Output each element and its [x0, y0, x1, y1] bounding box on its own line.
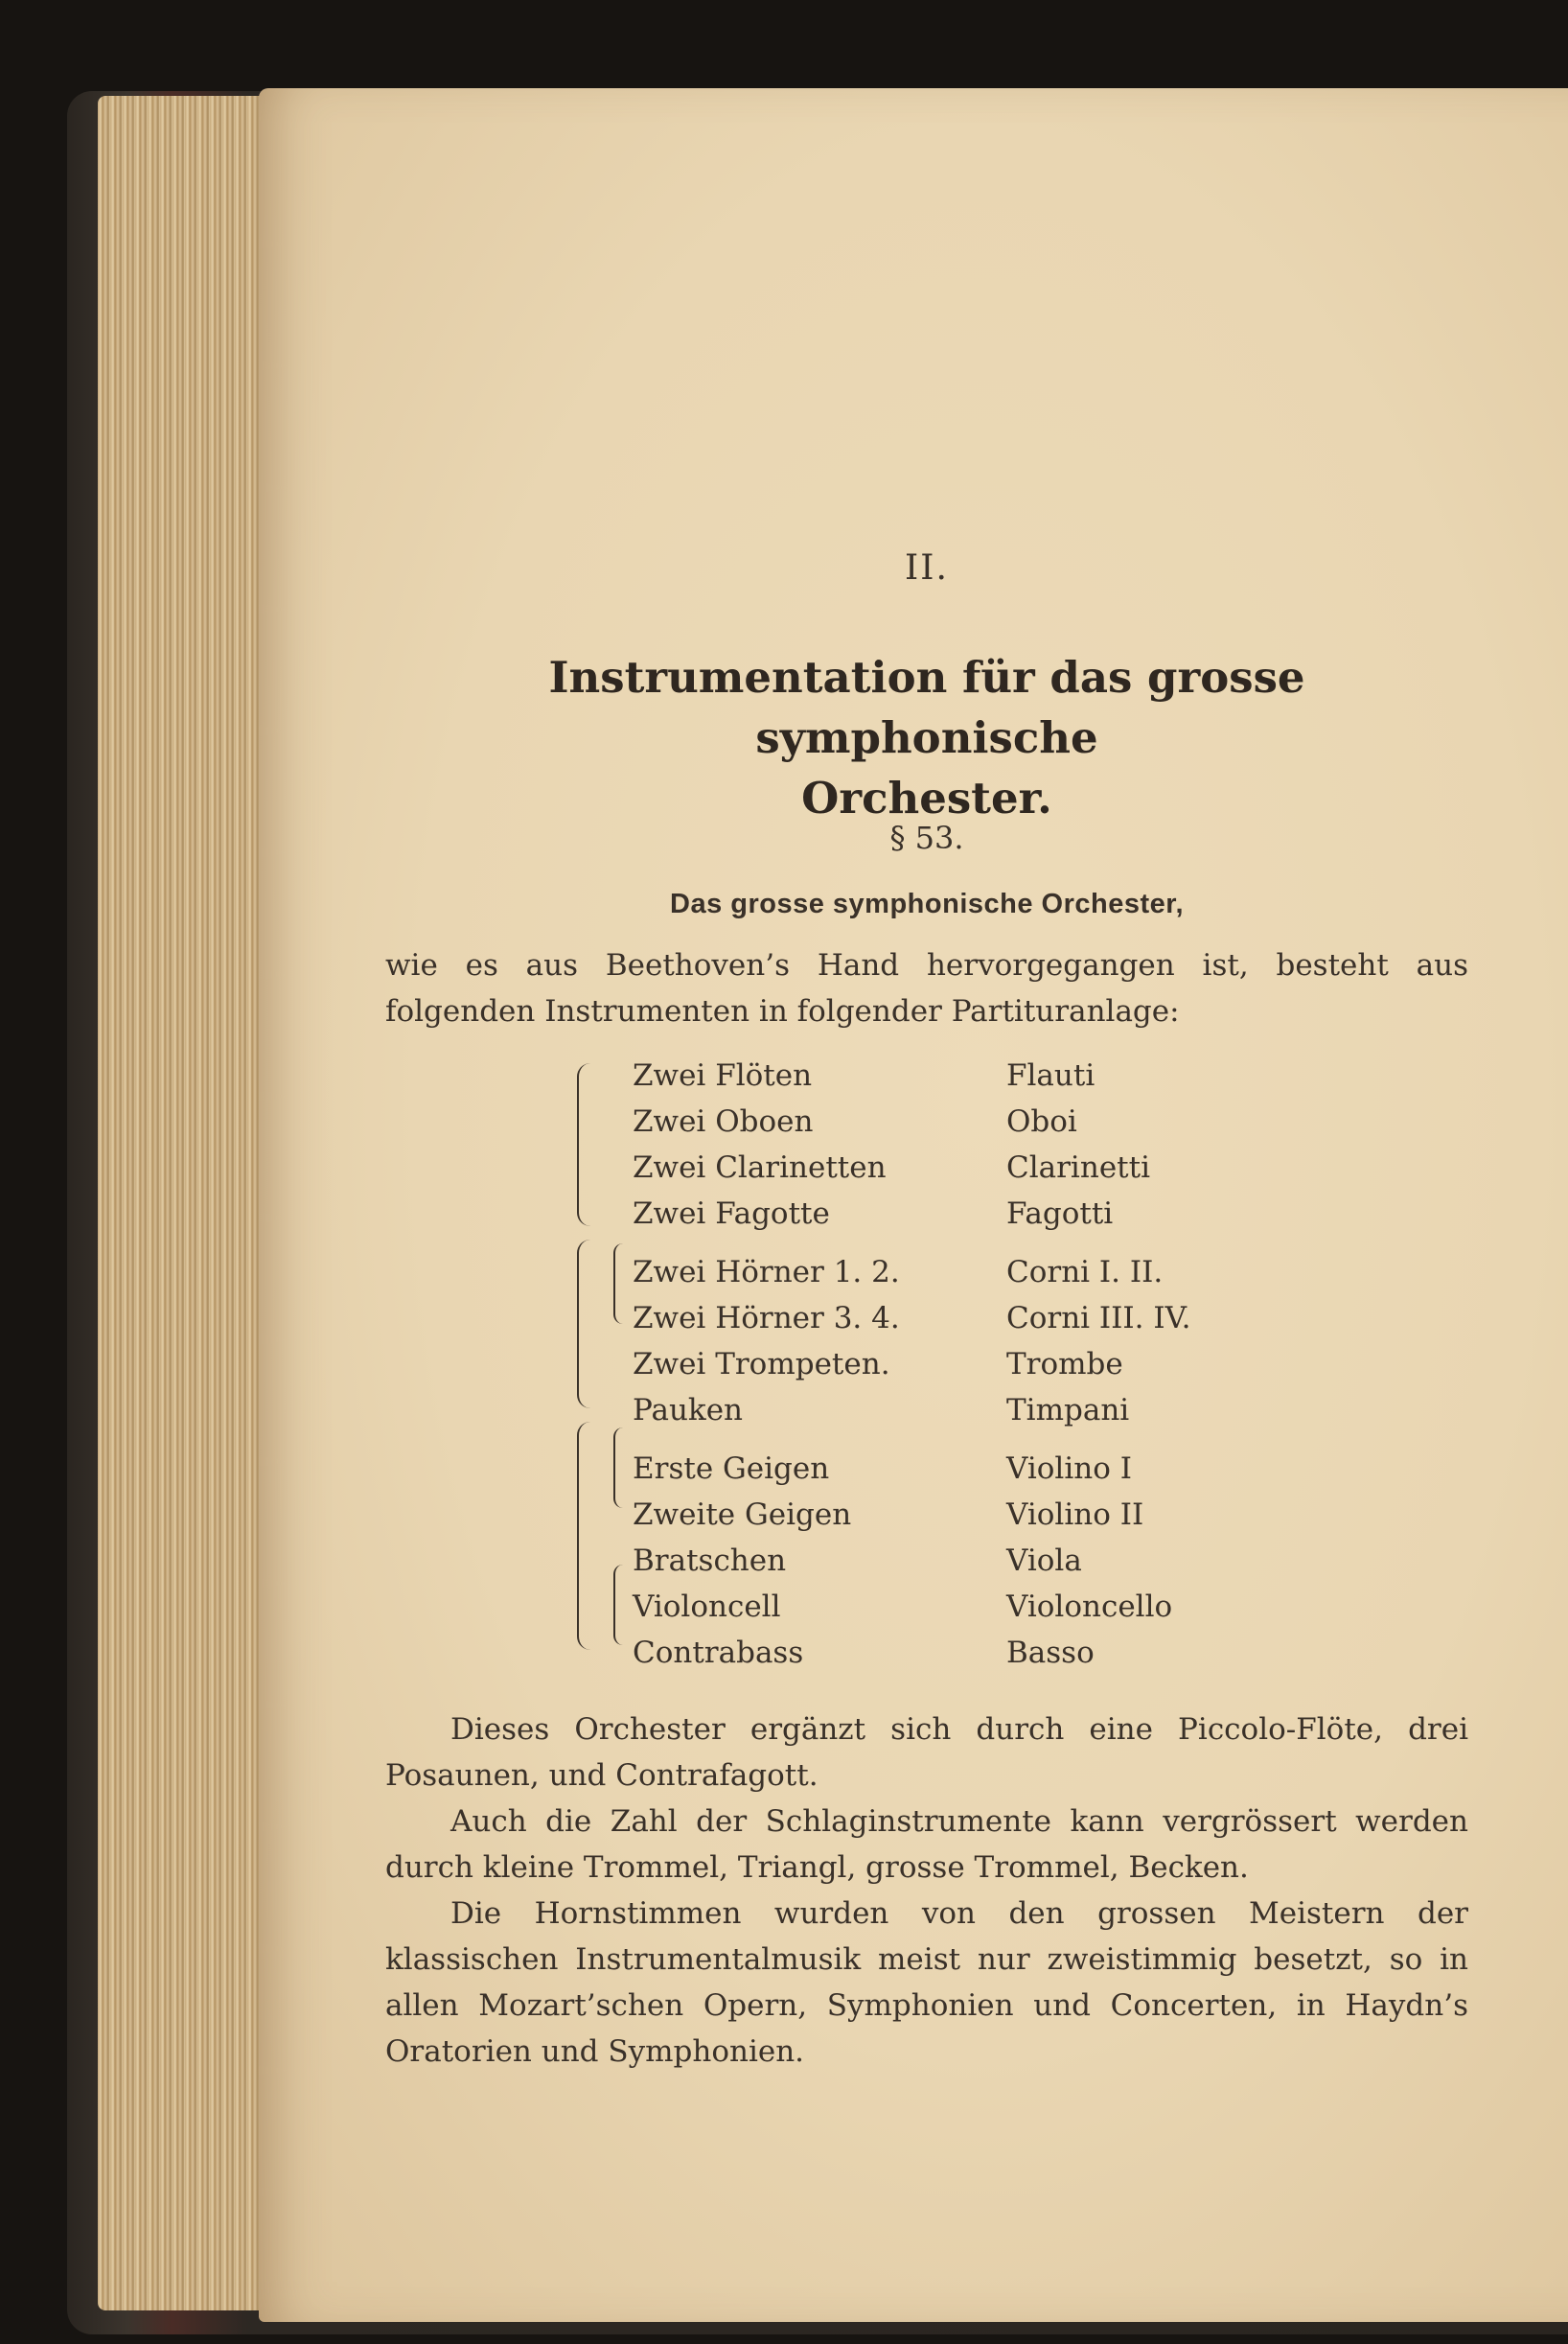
instrument-german: Contrabass	[633, 1636, 804, 1670]
paragraph: Die Hornstimmen wurden von den grossen Meistern der klassischen Instrumentalmusik meist nur zweistimmig besetzt, so in allen Mozart’schen Opern, Symphonien und Concerten, in Haydn’s Oratorien und Symphonien.	[385, 1896, 1468, 2069]
instrument-german: Zwei Clarinetten	[633, 1150, 887, 1185]
instrument-row	[385, 1539, 1468, 1583]
instrument-german: Zwei Flöten	[633, 1058, 813, 1093]
chapter-title-line-1: Instrumentation für das grosse symphonische	[548, 652, 1305, 763]
page-edges	[98, 96, 265, 2310]
instrument-row	[385, 1296, 1468, 1340]
instrument-german: Bratschen	[633, 1543, 787, 1578]
instrument-german: Zwei Hörner 3. 4.	[633, 1301, 900, 1335]
instrument-italian: Corni I. II.	[1006, 1255, 1164, 1289]
instrument-row	[385, 1585, 1468, 1629]
instrument-row	[385, 1146, 1468, 1190]
instrument-italian: Corni III. IV.	[1006, 1301, 1191, 1335]
instrument-italian: Viola	[1006, 1543, 1082, 1578]
chapter-numeral: II.	[905, 548, 949, 588]
instrument-italian: Violino II	[1006, 1497, 1144, 1532]
chapter-title	[385, 647, 1468, 828]
instrument-italian: Fagotti	[1006, 1196, 1114, 1231]
paragraph: Dieses Orchester ergänzt sich durch eine Piccolo-Flöte, drei Posaunen, und Contrafagott.	[385, 1712, 1468, 1793]
section-number: § 53.	[889, 820, 964, 856]
instrument-german: Erste Geigen	[633, 1451, 830, 1486]
paragraph: Auch die Zahl der Schlaginstrumente kann vergrössert werden durch kleine Trommel, Triangl, grosse Trommel, Becken.	[385, 1804, 1468, 1885]
instrument-row	[385, 1493, 1468, 1537]
chapter-title-line-2: Orchester.	[801, 773, 1052, 824]
instrument-italian: Basso	[1006, 1636, 1095, 1670]
instrument-italian: Violino I	[1006, 1451, 1132, 1486]
instrument-german: Zwei Oboen	[633, 1104, 814, 1139]
instrument-row	[385, 1388, 1468, 1432]
instrument-german: Zweite Geigen	[633, 1497, 852, 1532]
instrument-italian: Flauti	[1006, 1058, 1095, 1093]
instrument-row	[385, 1100, 1468, 1144]
instrument-german: Violoncell	[633, 1590, 781, 1624]
instrument-italian: Oboi	[1006, 1104, 1077, 1139]
instrument-italian: Violoncello	[1006, 1590, 1173, 1624]
instrument-row	[385, 1342, 1468, 1386]
instrument-italian: Trombe	[1006, 1347, 1123, 1381]
instrument-row	[385, 1447, 1468, 1491]
body-text	[385, 1706, 1468, 2075]
instrument-row	[385, 1054, 1468, 1098]
instrument-italian: Timpani	[1006, 1393, 1130, 1427]
instrument-table	[385, 1054, 1468, 1677]
instrument-german: Zwei Fagotte	[633, 1196, 830, 1231]
instrument-german: Zwei Hörner 1. 2.	[633, 1255, 900, 1289]
instrument-row	[385, 1192, 1468, 1236]
instrument-german: Zwei Trompeten.	[633, 1347, 890, 1381]
intro-paragraph: wie es aus Beethoven’s Hand hervorgegangen ist, besteht aus folgenden Instrumenten in folgender Partituranlage:	[385, 948, 1468, 1029]
instrument-row	[385, 1250, 1468, 1294]
instrument-row	[385, 1631, 1468, 1675]
instrument-german: Pauken	[633, 1393, 744, 1427]
section-heading: Das grosse symphonische Orchester,	[670, 889, 1184, 919]
instrument-italian: Clarinetti	[1006, 1150, 1150, 1185]
